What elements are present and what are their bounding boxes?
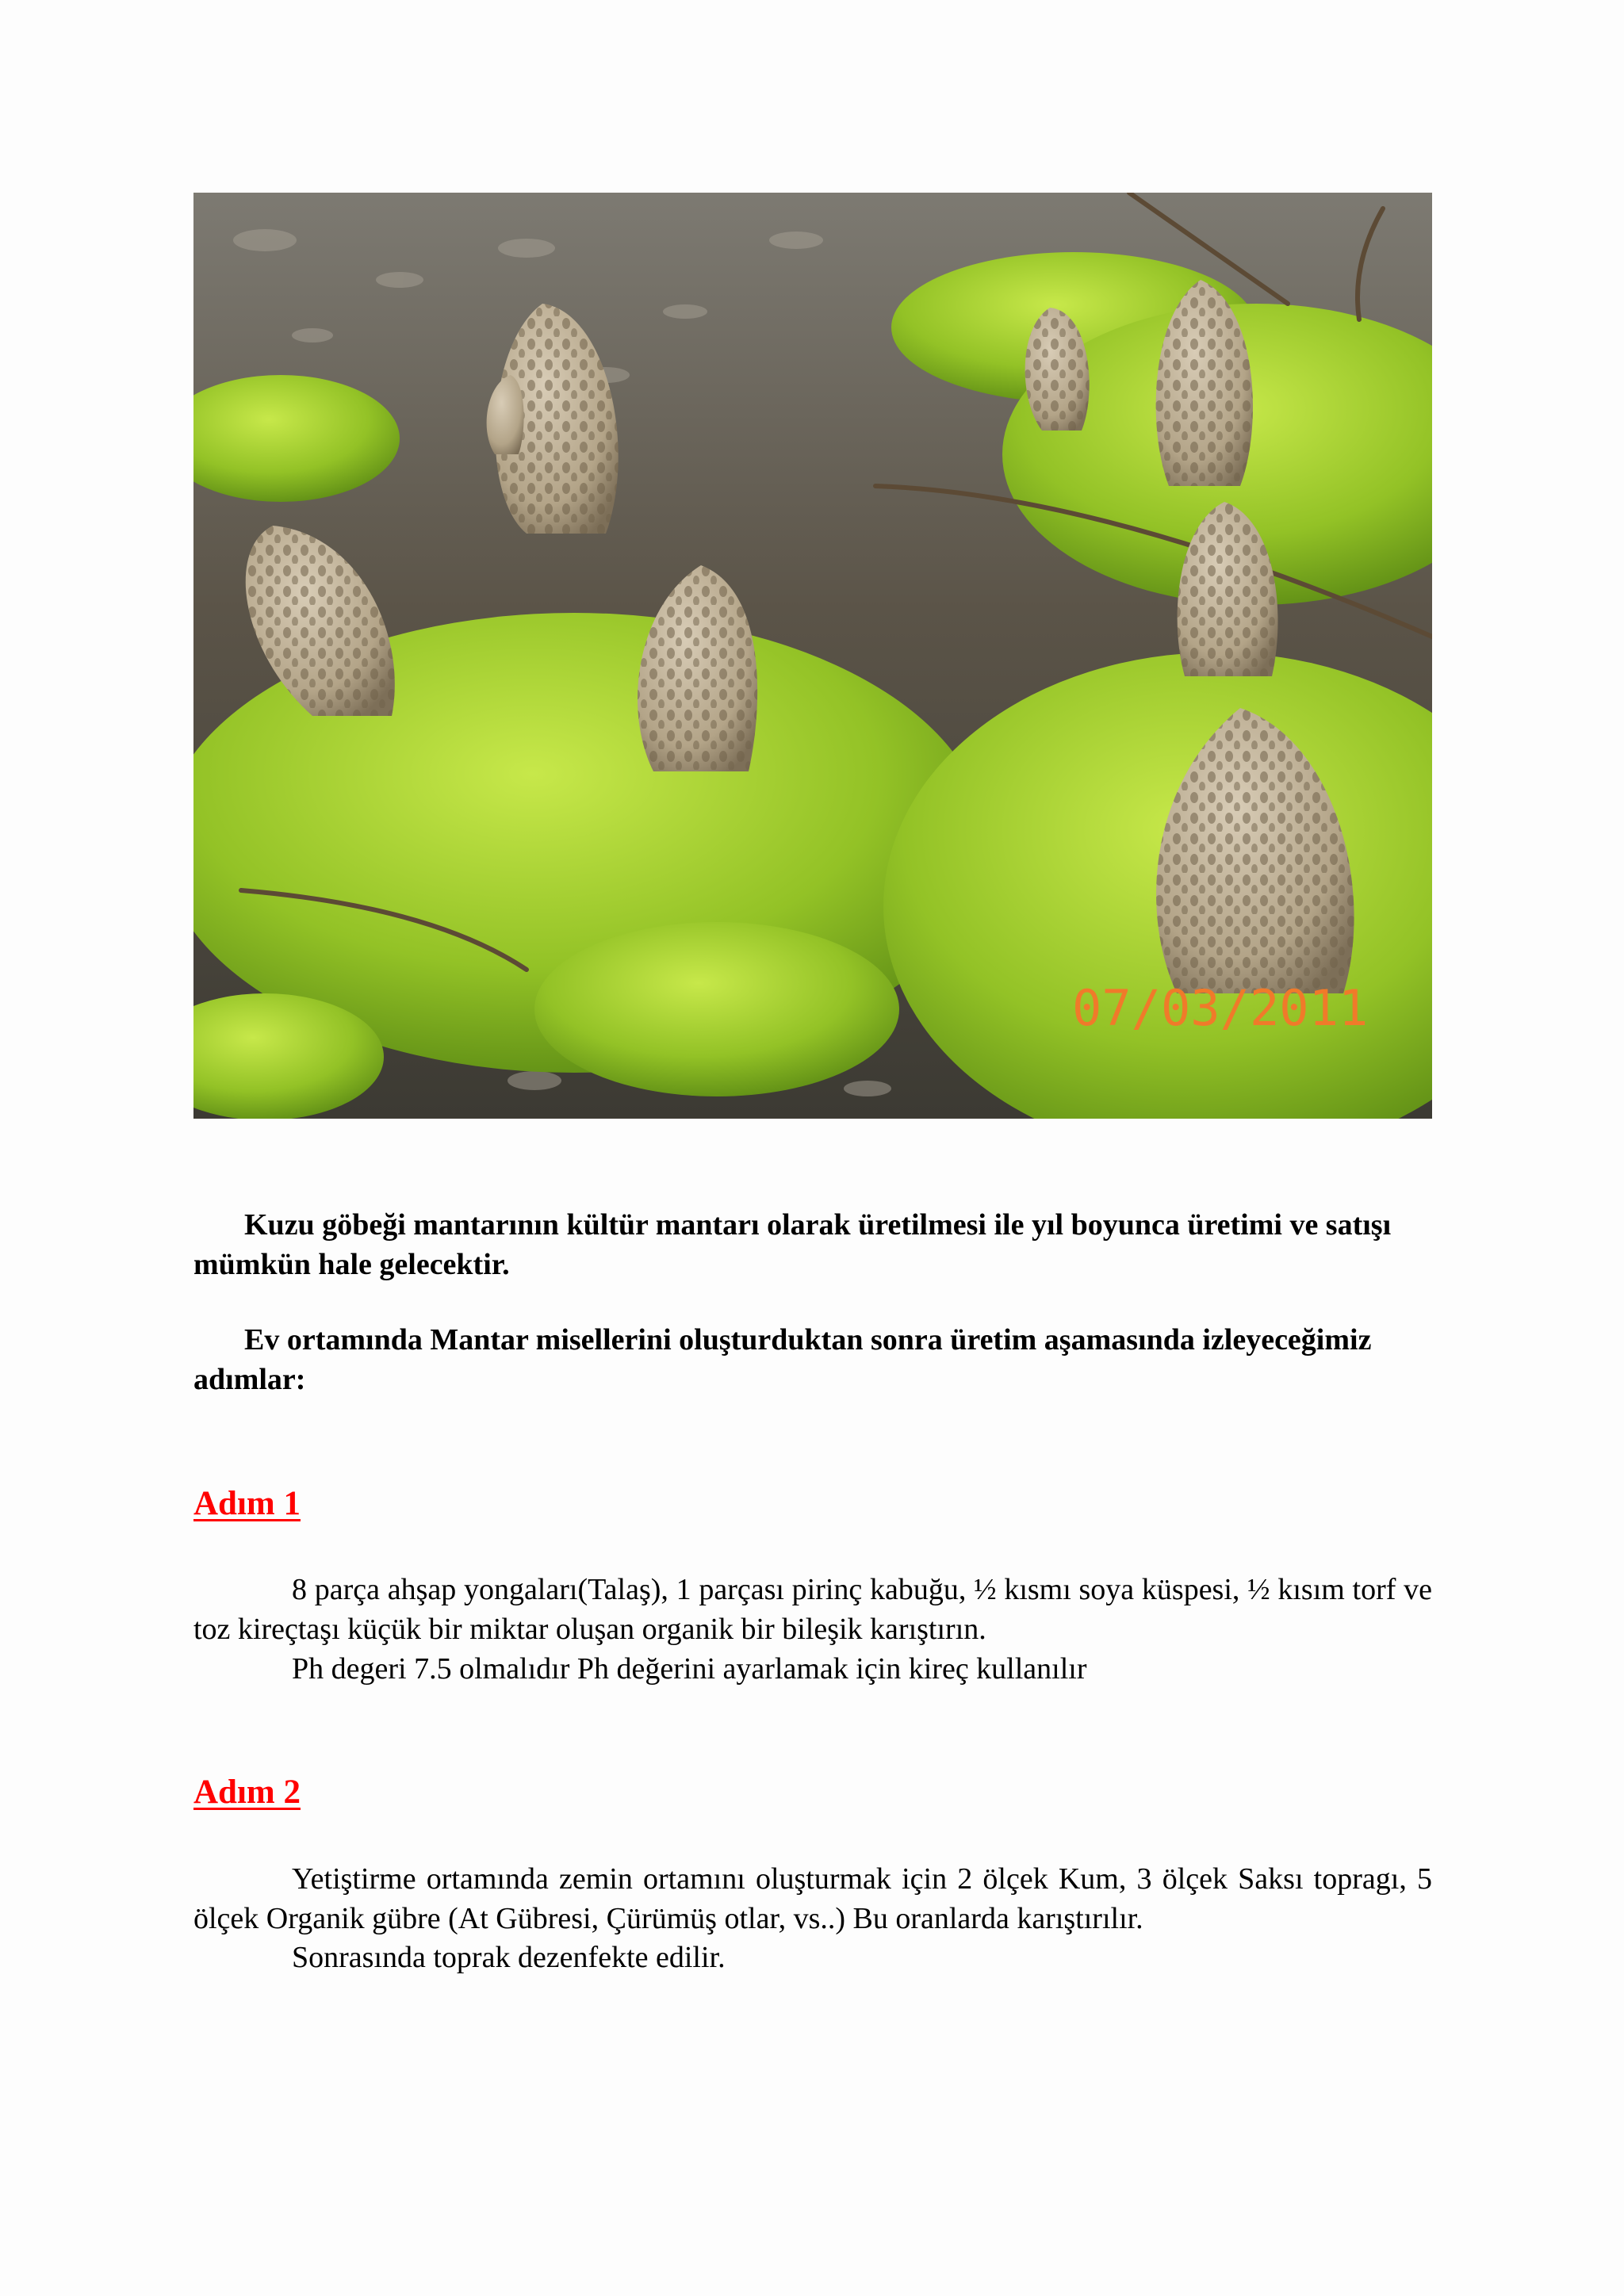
- intro-paragraph-1: Kuzu göbeği mantarının kültür mantarı olarak üretilmesi ile yıl boyunca üretimi ve satışı mümkün hale gelecektir.: [193, 1208, 1392, 1281]
- step-1-heading: Adım 1: [193, 1485, 301, 1522]
- step-1-body: 8 parça ahşap yongaları(Talaş), 1 parçası pirinç kabuğu, ½ kısmı soya küspesi, ½ kısım torf ve toz kireçtaşı küçük bir miktar oluşan organik bir bileşik karıştırın.: [193, 1573, 1432, 1646]
- step-2-body: Yetiştirme ortamında zemin ortamını oluşturmak için 2 ölçek Kum, 3 ölçek Saksı topragı, 5 ölçek Organik gübre (At Gübresi, Çürümüş otlar, vs..) Bu oranlarda karıştırılır.: [193, 1862, 1432, 1935]
- photo-illustration: [193, 193, 1432, 1119]
- step-2-note: Sonrasında toprak dezenfekte edilir.: [292, 1941, 726, 1974]
- date-stamp: 07/03/2011: [1072, 979, 1369, 1037]
- morel-mushrooms-photo: [193, 193, 1432, 1119]
- intro-paragraph-2: Ev ortamında Mantar misellerini oluşturduktan sonra üretim aşamasında izleyeceğimiz adımlar:: [193, 1323, 1372, 1396]
- step-2-heading: Adım 2: [193, 1774, 301, 1811]
- step-1-note: Ph degeri 7.5 olmalıdır Ph değerini ayarlamak için kireç kullanılır: [292, 1652, 1087, 1686]
